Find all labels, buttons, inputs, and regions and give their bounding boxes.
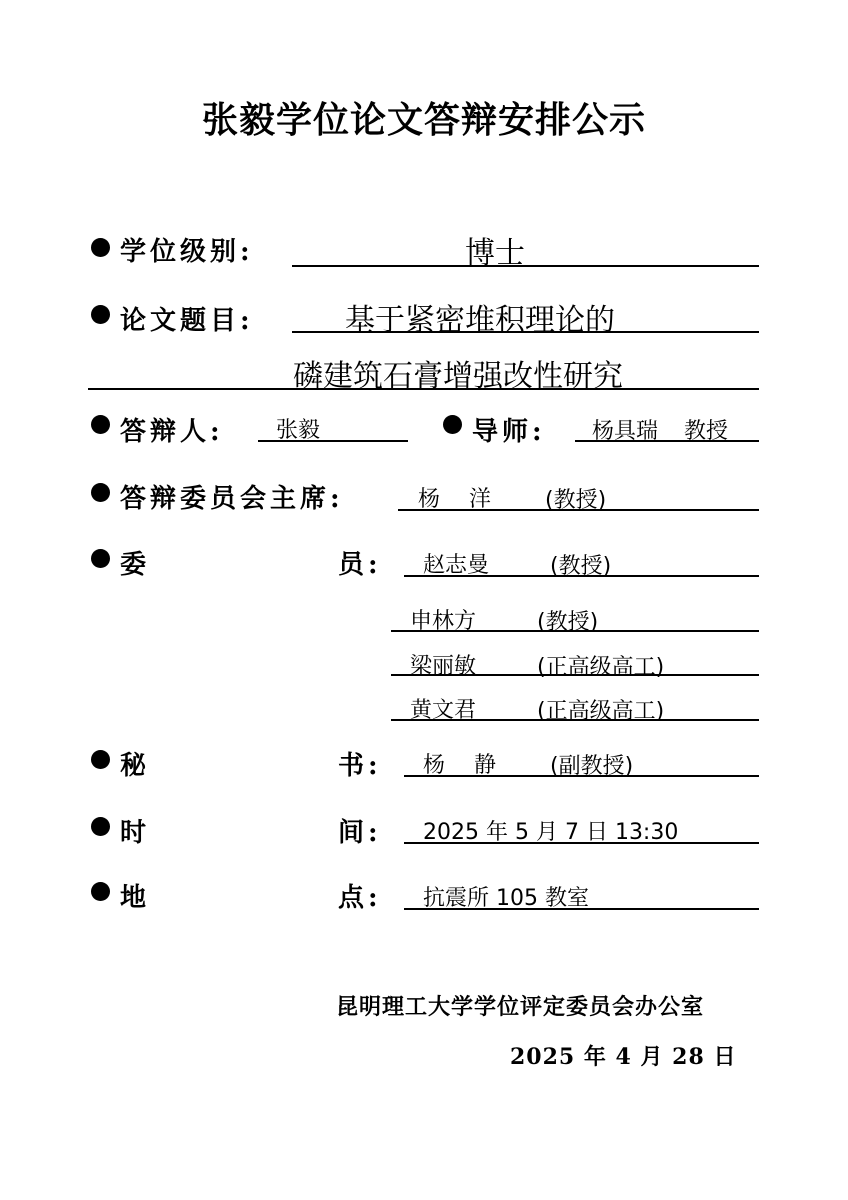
advisor-underline xyxy=(575,440,759,442)
chair-name: 杨 洋 xyxy=(418,487,491,512)
location-label-left: 地 xyxy=(120,883,151,913)
member-underline xyxy=(391,630,759,632)
bullet-icon xyxy=(91,882,110,901)
secretary-underline xyxy=(404,775,759,777)
thesis-underline-2 xyxy=(88,388,759,390)
defender-label: 答辩人: xyxy=(120,417,224,447)
members-label-right: 员: xyxy=(338,550,382,580)
member-name: 梁丽敏 xyxy=(410,654,477,679)
chair-label: 答辩委员会主席: xyxy=(120,484,344,514)
chair-title: (教授) xyxy=(545,488,607,513)
member-name: 黄文君 xyxy=(410,698,477,723)
bullet-icon xyxy=(91,483,110,502)
bullet-icon xyxy=(91,817,110,836)
issuing-office: 昆明理工大学学位评定委员会办公室 xyxy=(336,994,705,1020)
member-title: (正高级高工) xyxy=(537,699,665,724)
bullet-icon xyxy=(91,750,110,769)
location-value: 抗震所 105 教室 xyxy=(423,886,589,911)
member-underline xyxy=(404,575,759,577)
member-title: (正高级高工) xyxy=(537,655,665,680)
degree-underline xyxy=(292,265,759,267)
member-underline xyxy=(391,719,759,721)
issue-date: 2025 年 4 月 28 日 xyxy=(510,1044,737,1070)
bullet-icon xyxy=(443,415,462,434)
page-title: 张毅学位论文答辩安排公示 xyxy=(201,99,646,141)
chair-underline xyxy=(398,509,759,511)
time-value: 2025 年 5 月 7 日 13:30 xyxy=(423,820,679,845)
member-name: 赵志曼 xyxy=(423,553,490,578)
secretary-label-left: 秘 xyxy=(120,751,151,781)
member-underline xyxy=(391,674,759,676)
member-title: (教授) xyxy=(537,610,599,635)
defender-name: 张毅 xyxy=(276,418,321,443)
secretary-name: 杨 静 xyxy=(423,753,496,778)
advisor-name: 杨具瑞 xyxy=(592,419,659,444)
thesis-label: 论文题目: xyxy=(120,306,254,336)
time-underline xyxy=(404,842,759,844)
degree-label: 学位级别: xyxy=(120,237,254,267)
thesis-title-line1: 基于紧密堆积理论的 xyxy=(345,303,615,338)
advisor-title: 教授 xyxy=(684,419,729,444)
members-label-left: 委 xyxy=(120,550,151,580)
secretary-title: (副教授) xyxy=(550,754,634,779)
bullet-icon xyxy=(91,238,110,257)
time-label-right: 间: xyxy=(338,818,382,848)
bullet-icon xyxy=(91,305,110,324)
member-name: 申林方 xyxy=(410,609,477,634)
advisor-label: 导师: xyxy=(472,417,546,447)
location-label-right: 点: xyxy=(338,883,382,913)
member-title: (教授) xyxy=(550,554,612,579)
degree-value: 博士 xyxy=(465,236,525,271)
location-underline xyxy=(404,908,759,910)
bullet-icon xyxy=(91,549,110,568)
time-label-left: 时 xyxy=(120,818,151,848)
secretary-label-right: 书: xyxy=(338,751,382,781)
bullet-icon xyxy=(91,415,110,434)
thesis-title-line2: 磷建筑石膏增强改性研究 xyxy=(293,359,623,394)
defender-underline xyxy=(258,440,408,442)
thesis-underline-1 xyxy=(292,331,759,333)
